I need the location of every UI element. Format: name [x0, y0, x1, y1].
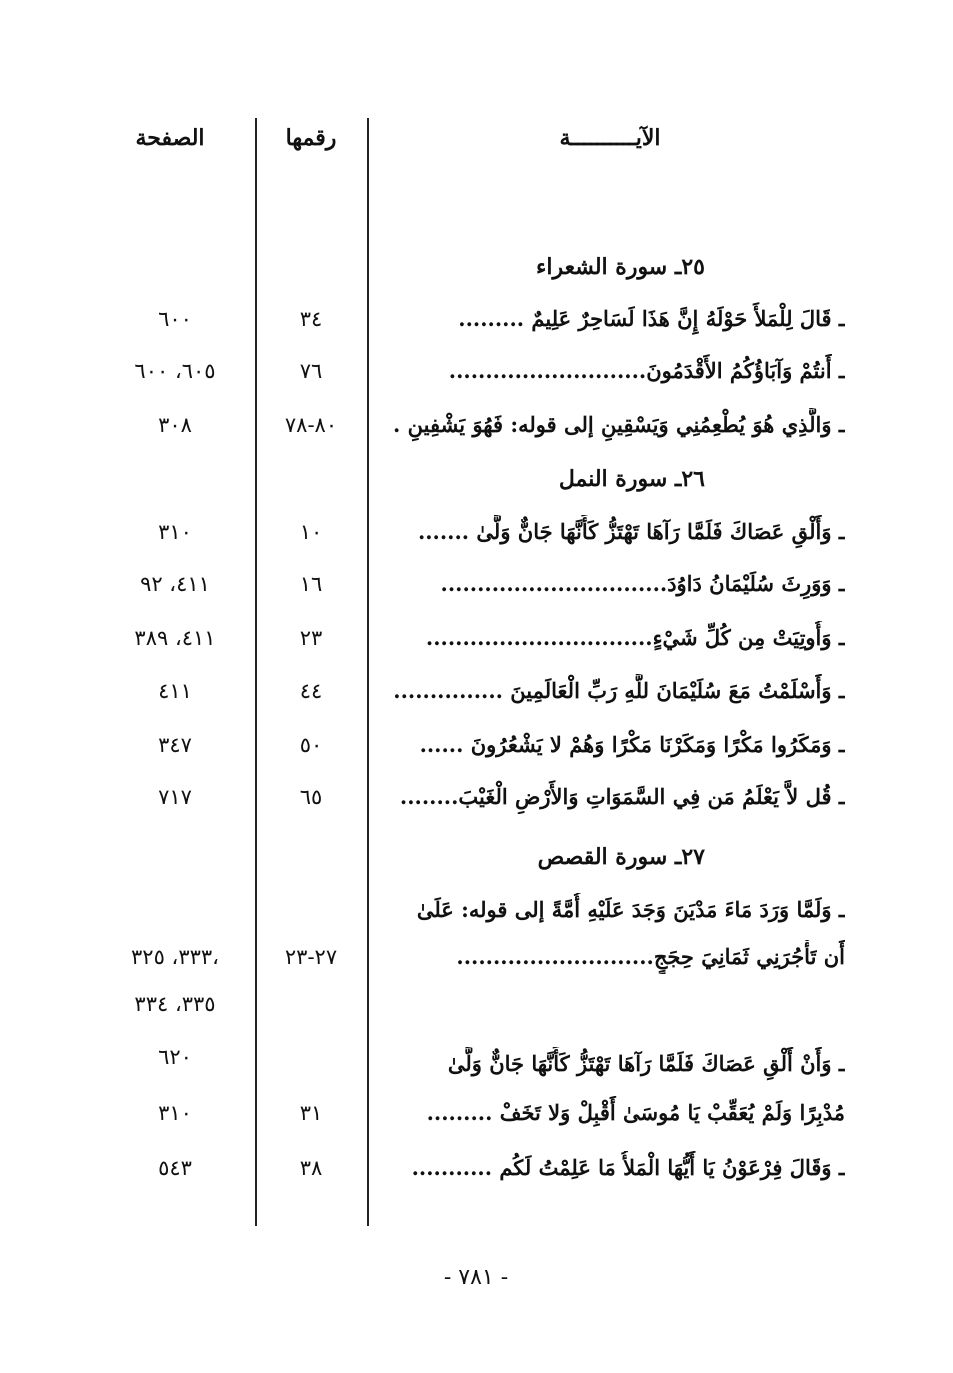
- verse-number: ٥٠: [299, 733, 323, 757]
- column-divider-left: [255, 118, 257, 1226]
- verse-number: ١٠: [299, 520, 323, 544]
- verse-number: ٧٦: [299, 359, 323, 383]
- surah-heading: ٢٧ـ سورة القصص: [537, 844, 705, 870]
- page-ref: ،٣٣٣، ٣٢٥: [131, 945, 219, 969]
- page-column-header: الصفحة: [135, 125, 205, 151]
- verse-text: مُدْبِرًا وَلَمْ يُعَقِّبْ يَا مُوسَىٰ أَقْبِلْ وَلا تَخَفْ .........: [426, 1100, 845, 1125]
- verse-number: ٢٣: [299, 626, 323, 650]
- page-ref: ٧١٧: [158, 785, 192, 809]
- verse-number: ٤٤: [299, 679, 323, 703]
- verse-number: ٨٠-٧٨: [284, 413, 338, 437]
- verse-number: ٣٨: [299, 1156, 323, 1180]
- verse-text: ـ وَأَلْقِ عَصَاكَ فَلَمَّا رَآهَا تَهْتَزُّ كَأَنَّهَا جَانٌّ وَلَّىٰ .......: [417, 519, 845, 544]
- page-ref: ٣٠٨: [158, 413, 192, 437]
- page-ref: ٤١١، ٣٨٩: [134, 626, 216, 650]
- verse-text: أَن تَأْجُرَنِي ثَمَانِيَ حِجَجٍ...........................: [456, 944, 845, 969]
- number-column-header: رقمها: [285, 125, 337, 151]
- verse-text: ـ وَأَنْ أَلْقِ عَصَاكَ فَلَمَّا رَآهَا تَهْتَزُّ كَأَنَّهَا جَانٌّ وَلَّىٰ: [447, 1051, 845, 1076]
- verse-text: ـ وَأَسْلَمْتُ مَعَ سُلَيْمَانَ للَّهِ رَبِّ الْعَالَمِينَ ...............: [393, 678, 845, 703]
- page-ref: ٣١٠: [158, 520, 192, 544]
- page-ref: ٦٢٠: [158, 1045, 192, 1069]
- verse-column-header: الآيــــــــــة: [559, 125, 661, 151]
- verse-text: ـ وَمَكَرُوا مَكْرًا وَمَكَرْنَا مَكْرًا وَهُمْ لا يَشْعُرُونَ ......: [419, 732, 845, 757]
- verse-text: ـ قَالَ لِلْمَلأَ حَوْلَهُ إِنَّ هَذَا لَسَاحِرٌ عَلِيمٌ .........: [458, 306, 845, 331]
- verse-text: ـ وَالَّذِي هُوَ يُطْعِمُنِي وَيَسْقِينِ إلى قوله: فَهُوَ يَشْفِينِ .: [393, 412, 845, 437]
- page-ref: ٤١١: [158, 679, 192, 703]
- page-ref: ٦٠٥، ٦٠٠: [134, 359, 216, 383]
- page-ref: ٣٣٥، ٣٣٤: [134, 992, 216, 1016]
- page-ref: ٣١٠: [158, 1101, 192, 1125]
- surah-heading: ٢٦ـ سورة النمل: [558, 466, 705, 492]
- verse-number: ٣١: [299, 1101, 323, 1125]
- page-ref: ٦٠٠: [158, 307, 192, 331]
- verse-number: ٣٤: [299, 307, 323, 331]
- verse-text: ـ وَأُوتِيَتْ مِن كُلِّ شَيْءٍ...............................: [425, 625, 845, 650]
- page-ref: ٥٤٣: [158, 1156, 192, 1180]
- surah-heading: ٢٥ـ سورة الشعراء: [535, 254, 705, 280]
- verse-text: ـ وَلَمَّا وَرَدَ مَاءَ مَدْيَنَ وَجَدَ عَلَيْهِ أُمَّةً إلى قوله: عَلَىٰ: [416, 897, 845, 922]
- verse-number: ٦٥: [299, 785, 323, 809]
- verse-number: ١٦: [299, 572, 323, 596]
- page-number: - ٧٨١ -: [443, 1265, 509, 1290]
- verse-text: ـ قُل لاَّ يَعْلَمُ مَن فِي السَّمَوَاتِ وَالأَرْضِ الْغَيْبَ........: [399, 784, 845, 809]
- verse-text: ـ وَوَرِثَ سُلَيْمَانُ دَاوُدَ...............................: [440, 571, 845, 596]
- page-ref: ٣٤٧: [158, 733, 192, 757]
- page-ref: ٤١١، ٩٢: [140, 572, 210, 596]
- verse-number: ٢٧-٢٣: [284, 945, 338, 969]
- verse-text: ـ وَقَالَ فِرْعَوْنُ يَا أَيُّهَا الْمَلأُ مَا عَلِمْتُ لَكُم ...........: [411, 1155, 845, 1180]
- verse-text: ـ أَنتُمْ وَآبَاؤُكُمُ الأَقْدَمُونَ...........................: [448, 358, 845, 383]
- column-divider-right: [367, 118, 369, 1226]
